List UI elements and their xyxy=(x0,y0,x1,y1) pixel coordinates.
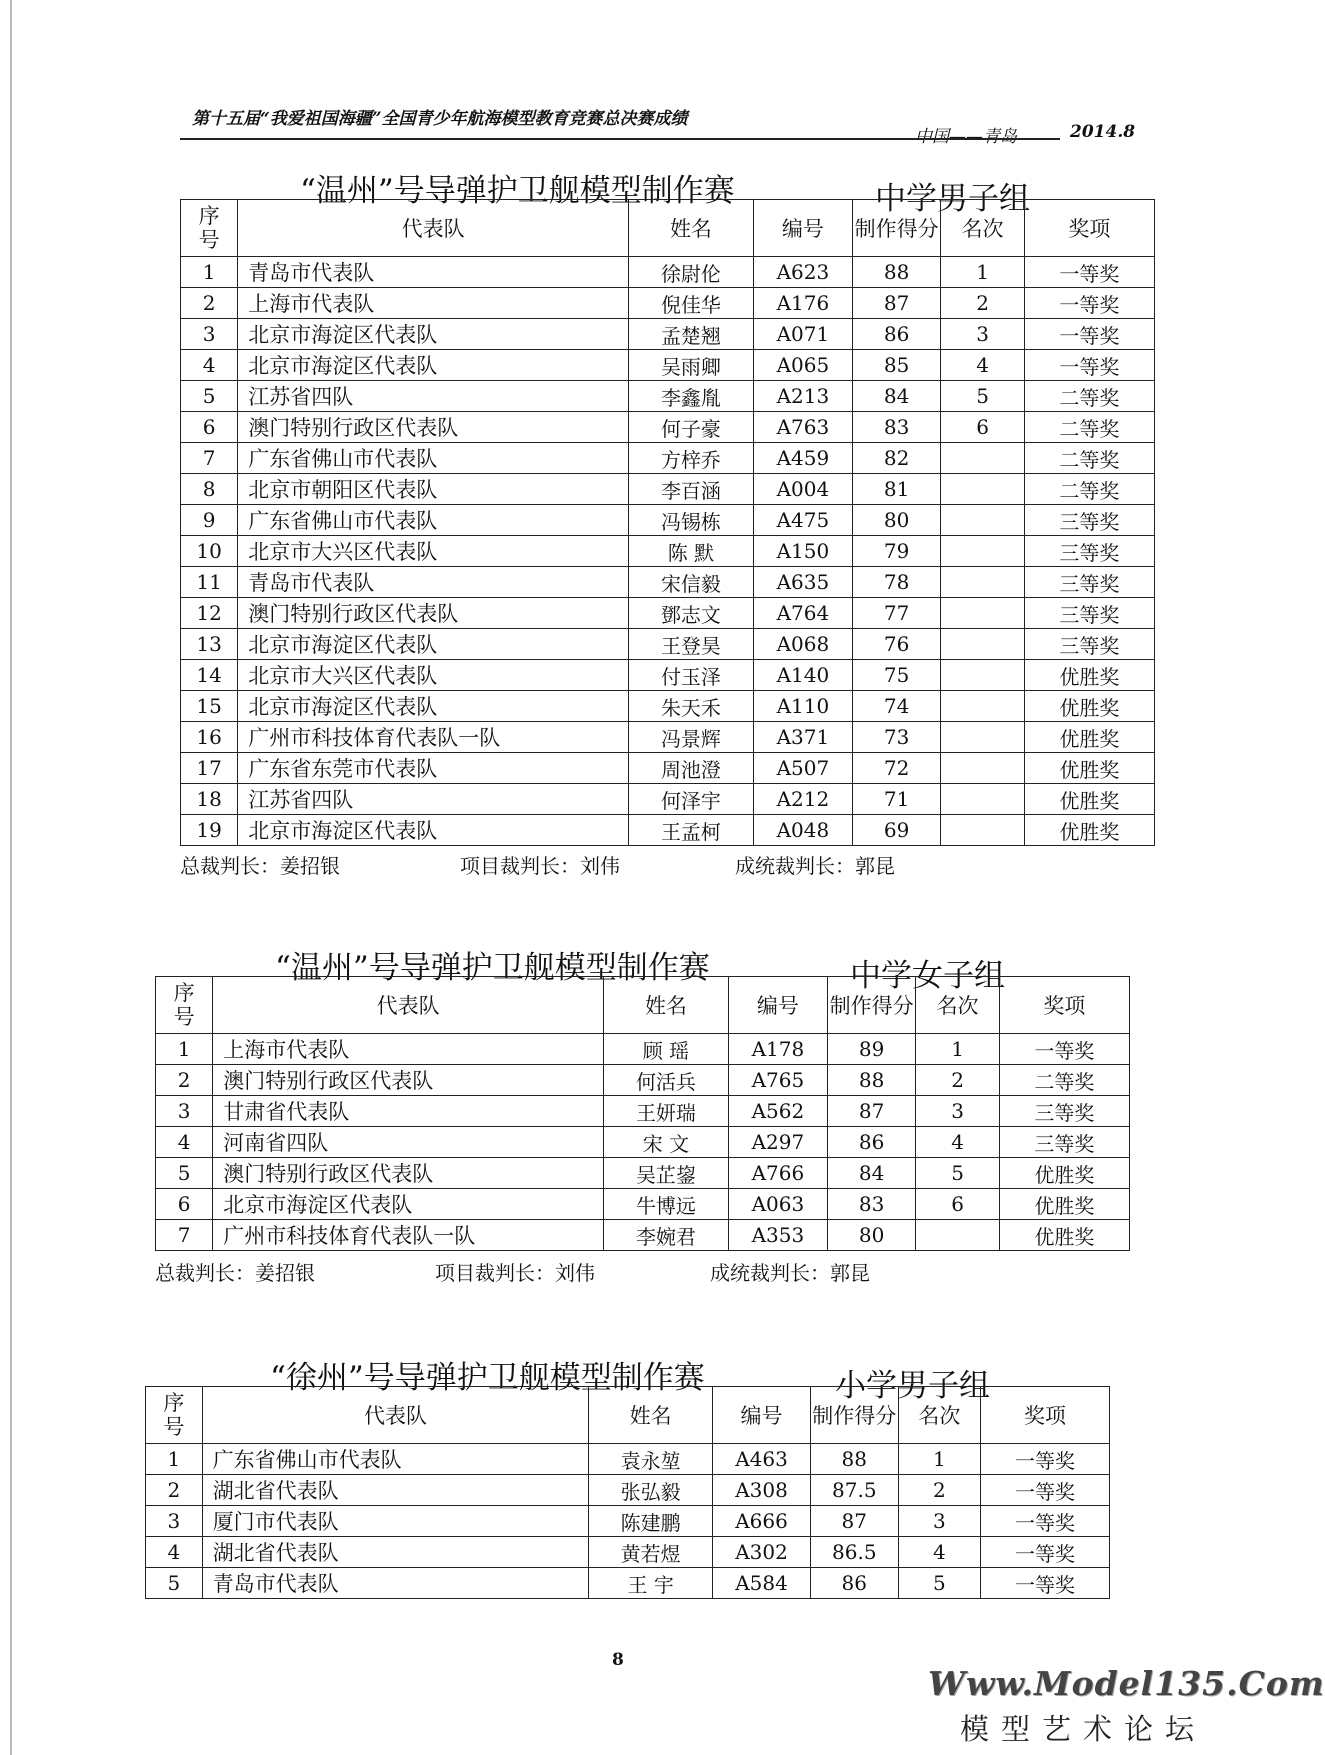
cell-award: 优胜奖 xyxy=(1024,784,1154,815)
cell-team: 河南省四队 xyxy=(213,1127,604,1158)
cell-seq: 15 xyxy=(181,691,238,722)
cell-team: 广州市科技体育代表队一队 xyxy=(238,722,629,753)
cell-code: A004 xyxy=(753,474,852,505)
cell-score: 69 xyxy=(852,815,941,846)
cell-rank xyxy=(941,722,1024,753)
table-row xyxy=(181,784,1155,815)
cell-code: A071 xyxy=(753,319,852,350)
cell-rank: 5 xyxy=(941,381,1024,412)
cell-score: 82 xyxy=(852,443,941,474)
cell-seq: 5 xyxy=(156,1158,213,1189)
cell-rank: 2 xyxy=(916,1065,999,1096)
cell-score: 84 xyxy=(852,381,941,412)
cell-score: 87.5 xyxy=(810,1475,898,1506)
results-section-middle-girls xyxy=(155,942,1135,1302)
cell-team: 厦门市代表队 xyxy=(202,1506,589,1537)
cell-award: 三等奖 xyxy=(1024,598,1154,629)
cell-seq: 3 xyxy=(156,1096,213,1127)
cell-name: 吴芷鋆 xyxy=(603,1158,728,1189)
cell-rank xyxy=(941,474,1024,505)
cell-seq: 6 xyxy=(181,412,238,443)
cell-name: 何泽宇 xyxy=(628,784,753,815)
cell-award: 三等奖 xyxy=(999,1096,1129,1127)
cell-seq: 4 xyxy=(156,1127,213,1158)
cell-name: 王妍瑞 xyxy=(603,1096,728,1127)
header-place: 中国——青岛 xyxy=(915,127,1017,147)
cell-team: 北京市海淀区代表队 xyxy=(238,815,629,846)
cell-seq: 5 xyxy=(146,1568,203,1599)
cell-score: 87 xyxy=(852,288,941,319)
cell-rank xyxy=(941,691,1024,722)
cell-rank xyxy=(941,443,1024,474)
table-row xyxy=(181,319,1155,350)
cell-name: 朱天禾 xyxy=(628,691,753,722)
cell-code: A308 xyxy=(713,1475,811,1506)
table-row xyxy=(156,1127,1130,1158)
cell-rank: 3 xyxy=(941,319,1024,350)
table-row xyxy=(181,536,1155,567)
cell-score: 83 xyxy=(827,1189,916,1220)
cell-score: 75 xyxy=(852,660,941,691)
cell-award: 三等奖 xyxy=(1024,629,1154,660)
cell-team: 北京市海淀区代表队 xyxy=(238,629,629,660)
cell-seq: 1 xyxy=(181,257,238,288)
table-row xyxy=(181,443,1155,474)
header-rule xyxy=(180,138,1060,140)
cell-rank xyxy=(941,598,1024,629)
cell-team: 北京市海淀区代表队 xyxy=(238,350,629,381)
table-row xyxy=(181,691,1155,722)
cell-rank xyxy=(941,784,1024,815)
cell-score: 84 xyxy=(827,1158,916,1189)
cell-seq: 7 xyxy=(181,443,238,474)
table-row xyxy=(156,1189,1130,1220)
table-header-row xyxy=(181,200,1155,257)
table-row xyxy=(156,1158,1130,1189)
header-event-title: 第十五届“我爱祖国海疆”全国青少年航海模型教育竞赛总决赛成绩 xyxy=(192,109,688,129)
table-row xyxy=(181,815,1155,846)
cell-score: 85 xyxy=(852,350,941,381)
cell-name: 徐尉伦 xyxy=(628,257,753,288)
cell-rank: 1 xyxy=(941,257,1024,288)
cell-name: 吴雨卿 xyxy=(628,350,753,381)
cell-team: 澳门特别行政区代表队 xyxy=(238,598,629,629)
cell-seq: 16 xyxy=(181,722,238,753)
cell-name: 鄧志文 xyxy=(628,598,753,629)
cell-rank: 2 xyxy=(898,1475,980,1506)
results-table xyxy=(145,1386,1110,1599)
cell-rank: 1 xyxy=(916,1034,999,1065)
cell-score: 73 xyxy=(852,722,941,753)
cell-code: A507 xyxy=(753,753,852,784)
cell-name: 黄若煜 xyxy=(589,1537,713,1568)
table-row xyxy=(156,1065,1130,1096)
cell-score: 77 xyxy=(852,598,941,629)
cell-team: 青岛市代表队 xyxy=(238,257,629,288)
table-row xyxy=(181,505,1155,536)
cell-award: 三等奖 xyxy=(1024,505,1154,536)
cell-award: 一等奖 xyxy=(1024,319,1154,350)
table-row xyxy=(181,753,1155,784)
cell-seq: 4 xyxy=(146,1537,203,1568)
cell-team: 上海市代表队 xyxy=(213,1034,604,1065)
cell-score: 74 xyxy=(852,691,941,722)
cell-name: 陈 默 xyxy=(628,536,753,567)
chief-judge: 总裁判长：姜招银 xyxy=(180,854,340,878)
cell-award: 一等奖 xyxy=(981,1475,1110,1506)
cell-seq: 13 xyxy=(181,629,238,660)
cell-seq: 5 xyxy=(181,381,238,412)
cell-code: A140 xyxy=(753,660,852,691)
table-row xyxy=(146,1506,1110,1537)
cell-team: 湖北省代表队 xyxy=(202,1475,589,1506)
table-row xyxy=(181,288,1155,319)
cell-code: A150 xyxy=(753,536,852,567)
cell-name: 冯锡栋 xyxy=(628,505,753,536)
cell-seq: 3 xyxy=(146,1506,203,1537)
cell-name: 袁永堃 xyxy=(589,1444,713,1475)
cell-rank: 1 xyxy=(898,1444,980,1475)
column-header-code: 编号 xyxy=(753,200,852,257)
cell-score: 79 xyxy=(852,536,941,567)
cell-code: A635 xyxy=(753,567,852,598)
cell-award: 二等奖 xyxy=(1024,412,1154,443)
cell-rank: 4 xyxy=(941,350,1024,381)
cell-seq: 2 xyxy=(181,288,238,319)
cell-code: A766 xyxy=(728,1158,827,1189)
cell-code: A068 xyxy=(753,629,852,660)
cell-code: A623 xyxy=(753,257,852,288)
cell-code: A666 xyxy=(713,1506,811,1537)
cell-code: A562 xyxy=(728,1096,827,1127)
cell-award: 一等奖 xyxy=(981,1537,1110,1568)
column-header-code: 编号 xyxy=(713,1387,811,1444)
cell-award: 优胜奖 xyxy=(1024,753,1154,784)
cell-score: 86 xyxy=(810,1568,898,1599)
cell-score: 81 xyxy=(852,474,941,505)
column-header-team: 代表队 xyxy=(238,200,629,257)
cell-code: A463 xyxy=(713,1444,811,1475)
column-header-team: 代表队 xyxy=(213,977,604,1034)
cell-name: 方梓乔 xyxy=(628,443,753,474)
table-row xyxy=(181,722,1155,753)
column-header-award: 奖项 xyxy=(999,977,1129,1034)
cell-rank: 6 xyxy=(941,412,1024,443)
cell-code: A765 xyxy=(728,1065,827,1096)
cell-seq: 1 xyxy=(146,1444,203,1475)
column-header-name: 姓名 xyxy=(589,1387,713,1444)
section-group: 中学男子组 xyxy=(875,181,1030,217)
cell-name: 李婉君 xyxy=(603,1220,728,1251)
cell-award: 优胜奖 xyxy=(1024,691,1154,722)
cell-code: A302 xyxy=(713,1537,811,1568)
cell-code: A584 xyxy=(713,1568,811,1599)
column-header-name: 姓名 xyxy=(628,200,753,257)
results-table xyxy=(180,199,1155,846)
cell-code: A297 xyxy=(728,1127,827,1158)
cell-code: A763 xyxy=(753,412,852,443)
cell-team: 广东省佛山市代表队 xyxy=(202,1444,589,1475)
cell-rank xyxy=(941,660,1024,691)
cell-team: 北京市海淀区代表队 xyxy=(238,319,629,350)
table-row xyxy=(181,629,1155,660)
cell-name: 何子豪 xyxy=(628,412,753,443)
column-header-code: 编号 xyxy=(728,977,827,1034)
cell-score: 80 xyxy=(827,1220,916,1251)
column-header-rank: 名次 xyxy=(916,977,999,1034)
page-header xyxy=(180,92,1136,147)
section-title: “温州”号导弹护卫舰模型制作赛 xyxy=(300,173,735,209)
cell-seq: 8 xyxy=(181,474,238,505)
cell-team: 广东省佛山市代表队 xyxy=(238,443,629,474)
cell-rank xyxy=(941,536,1024,567)
table-row xyxy=(156,1220,1130,1251)
cell-team: 青岛市代表队 xyxy=(238,567,629,598)
cell-award: 一等奖 xyxy=(981,1444,1110,1475)
cell-score: 71 xyxy=(852,784,941,815)
cell-award: 三等奖 xyxy=(1024,536,1154,567)
cell-code: A048 xyxy=(753,815,852,846)
cell-rank xyxy=(941,815,1024,846)
cell-team: 北京市大兴区代表队 xyxy=(238,660,629,691)
column-header-name: 姓名 xyxy=(603,977,728,1034)
table-row xyxy=(181,567,1155,598)
cell-name: 王登昊 xyxy=(628,629,753,660)
table-row xyxy=(156,1034,1130,1065)
cell-award: 优胜奖 xyxy=(1024,722,1154,753)
table-row xyxy=(181,474,1155,505)
cell-award: 一等奖 xyxy=(981,1506,1110,1537)
cell-team: 广州市科技体育代表队一队 xyxy=(213,1220,604,1251)
cell-name: 周池澄 xyxy=(628,753,753,784)
cell-award: 优胜奖 xyxy=(1024,815,1154,846)
column-header-seq: 序 号 xyxy=(181,200,238,257)
table-row xyxy=(181,412,1155,443)
cell-code: A178 xyxy=(728,1034,827,1065)
column-header-award: 奖项 xyxy=(981,1387,1110,1444)
cell-team: 江苏省四队 xyxy=(238,381,629,412)
cell-name: 宋信毅 xyxy=(628,567,753,598)
cell-code: A475 xyxy=(753,505,852,536)
column-header-rank: 名次 xyxy=(898,1387,980,1444)
cell-seq: 19 xyxy=(181,815,238,846)
table-row xyxy=(181,381,1155,412)
cell-score: 87 xyxy=(827,1096,916,1127)
cell-score: 87 xyxy=(810,1506,898,1537)
cell-code: A213 xyxy=(753,381,852,412)
table-row xyxy=(146,1475,1110,1506)
table-row xyxy=(181,598,1155,629)
cell-team: 北京市海淀区代表队 xyxy=(238,691,629,722)
cell-name: 陈建鹏 xyxy=(589,1506,713,1537)
stats-judge: 成统裁判长：郭昆 xyxy=(735,854,895,878)
cell-team: 广东省东莞市代表队 xyxy=(238,753,629,784)
cell-team: 北京市大兴区代表队 xyxy=(238,536,629,567)
cell-award: 优胜奖 xyxy=(1024,660,1154,691)
cell-rank: 2 xyxy=(941,288,1024,319)
cell-seq: 1 xyxy=(156,1034,213,1065)
cell-award: 三等奖 xyxy=(999,1127,1129,1158)
table-header-row xyxy=(146,1387,1110,1444)
column-header-score: 制作得分 xyxy=(852,200,941,257)
cell-award: 二等奖 xyxy=(1024,381,1154,412)
table-row xyxy=(156,1096,1130,1127)
cell-rank xyxy=(941,629,1024,660)
header-date: 2014.8 xyxy=(1070,122,1136,142)
column-header-team: 代表队 xyxy=(202,1387,589,1444)
table-row xyxy=(146,1444,1110,1475)
cell-seq: 14 xyxy=(181,660,238,691)
cell-name: 李鑫胤 xyxy=(628,381,753,412)
cell-team: 北京市朝阳区代表队 xyxy=(238,474,629,505)
cell-score: 88 xyxy=(852,257,941,288)
cell-name: 王孟柯 xyxy=(628,815,753,846)
column-header-award: 奖项 xyxy=(1024,200,1154,257)
cell-award: 优胜奖 xyxy=(999,1158,1129,1189)
cell-team: 甘肃省代表队 xyxy=(213,1096,604,1127)
cell-team: 澳门特别行政区代表队 xyxy=(238,412,629,443)
cell-code: A371 xyxy=(753,722,852,753)
cell-seq: 6 xyxy=(156,1189,213,1220)
cell-rank: 4 xyxy=(898,1537,980,1568)
cell-seq: 7 xyxy=(156,1220,213,1251)
cell-award: 二等奖 xyxy=(999,1065,1129,1096)
cell-score: 86.5 xyxy=(810,1537,898,1568)
cell-name: 冯景辉 xyxy=(628,722,753,753)
cell-team: 青岛市代表队 xyxy=(202,1568,589,1599)
cell-rank xyxy=(916,1220,999,1251)
table-row xyxy=(146,1537,1110,1568)
column-header-rank: 名次 xyxy=(941,200,1024,257)
event-judge: 项目裁判长：刘伟 xyxy=(460,854,620,878)
cell-name: 倪佳华 xyxy=(628,288,753,319)
cell-rank xyxy=(941,753,1024,784)
event-judge: 项目裁判长：刘伟 xyxy=(435,1261,595,1285)
cell-rank: 5 xyxy=(898,1568,980,1599)
stats-judge: 成统裁判长：郭昆 xyxy=(710,1261,870,1285)
cell-award: 一等奖 xyxy=(1024,288,1154,319)
cell-seq: 2 xyxy=(146,1475,203,1506)
cell-code: A764 xyxy=(753,598,852,629)
page-number: 8 xyxy=(612,1650,624,1670)
cell-seq: 4 xyxy=(181,350,238,381)
cell-score: 78 xyxy=(852,567,941,598)
cell-code: A212 xyxy=(753,784,852,815)
cell-score: 88 xyxy=(827,1065,916,1096)
cell-score: 89 xyxy=(827,1034,916,1065)
chief-judge: 总裁判长：姜招银 xyxy=(155,1261,315,1285)
cell-code: A065 xyxy=(753,350,852,381)
cell-seq: 3 xyxy=(181,319,238,350)
cell-seq: 9 xyxy=(181,505,238,536)
cell-score: 72 xyxy=(852,753,941,784)
cell-name: 宋 文 xyxy=(603,1127,728,1158)
cell-name: 付玉泽 xyxy=(628,660,753,691)
cell-award: 一等奖 xyxy=(1024,350,1154,381)
cell-award: 二等奖 xyxy=(1024,443,1154,474)
column-header-score: 制作得分 xyxy=(827,977,916,1034)
cell-award: 三等奖 xyxy=(1024,567,1154,598)
results-table xyxy=(155,976,1130,1251)
cell-team: 澳门特别行政区代表队 xyxy=(213,1065,604,1096)
cell-seq: 12 xyxy=(181,598,238,629)
section-group: 小学男子组 xyxy=(835,1368,990,1404)
cell-code: A063 xyxy=(728,1189,827,1220)
table-row xyxy=(181,660,1155,691)
results-section-middle-boys xyxy=(180,165,1160,905)
cell-score: 76 xyxy=(852,629,941,660)
cell-score: 86 xyxy=(827,1127,916,1158)
cell-name: 孟楚翘 xyxy=(628,319,753,350)
cell-code: A353 xyxy=(728,1220,827,1251)
cell-award: 二等奖 xyxy=(1024,474,1154,505)
cell-name: 王 宇 xyxy=(589,1568,713,1599)
cell-code: A176 xyxy=(753,288,852,319)
cell-name: 张弘毅 xyxy=(589,1475,713,1506)
table-row xyxy=(181,350,1155,381)
cell-seq: 18 xyxy=(181,784,238,815)
cell-name: 牛博远 xyxy=(603,1189,728,1220)
cell-team: 上海市代表队 xyxy=(238,288,629,319)
cell-seq: 17 xyxy=(181,753,238,784)
cell-award: 一等奖 xyxy=(981,1568,1110,1599)
cell-award: 一等奖 xyxy=(1024,257,1154,288)
cell-name: 何活兵 xyxy=(603,1065,728,1096)
cell-award: 一等奖 xyxy=(999,1034,1129,1065)
cell-seq: 2 xyxy=(156,1065,213,1096)
cell-rank: 3 xyxy=(898,1506,980,1537)
cell-name: 顾 瑶 xyxy=(603,1034,728,1065)
cell-rank xyxy=(941,567,1024,598)
column-header-seq: 序 号 xyxy=(156,977,213,1034)
watermark-name: 模型艺术论坛 xyxy=(960,1712,1207,1746)
cell-code: A459 xyxy=(753,443,852,474)
cell-team: 北京市海淀区代表队 xyxy=(213,1189,604,1220)
cell-team: 湖北省代表队 xyxy=(202,1537,589,1568)
table-row xyxy=(181,257,1155,288)
results-section-primary-boys xyxy=(145,1352,1125,1642)
cell-score: 86 xyxy=(852,319,941,350)
section-group: 中学女子组 xyxy=(850,958,1005,994)
cell-seq: 10 xyxy=(181,536,238,567)
cell-award: 优胜奖 xyxy=(999,1189,1129,1220)
cell-award: 优胜奖 xyxy=(999,1220,1129,1251)
cell-seq: 11 xyxy=(181,567,238,598)
cell-rank: 6 xyxy=(916,1189,999,1220)
table-row xyxy=(146,1568,1110,1599)
cell-name: 李百涵 xyxy=(628,474,753,505)
cell-score: 88 xyxy=(810,1444,898,1475)
cell-rank: 5 xyxy=(916,1158,999,1189)
cell-score: 80 xyxy=(852,505,941,536)
cell-rank: 4 xyxy=(916,1127,999,1158)
scan-edge xyxy=(10,0,12,1755)
cell-team: 澳门特别行政区代表队 xyxy=(213,1158,604,1189)
cell-rank xyxy=(941,505,1024,536)
cell-code: A110 xyxy=(753,691,852,722)
column-header-score: 制作得分 xyxy=(810,1387,898,1444)
column-header-seq: 序 号 xyxy=(146,1387,203,1444)
cell-team: 广东省佛山市代表队 xyxy=(238,505,629,536)
cell-team: 江苏省四队 xyxy=(238,784,629,815)
section-title: “温州”号导弹护卫舰模型制作赛 xyxy=(275,950,710,986)
cell-score: 83 xyxy=(852,412,941,443)
cell-rank: 3 xyxy=(916,1096,999,1127)
watermark-url: Www.Model135.Com xyxy=(928,1664,1325,1703)
section-title: “徐州”号导弹护卫舰模型制作赛 xyxy=(270,1360,705,1396)
table-header-row xyxy=(156,977,1130,1034)
